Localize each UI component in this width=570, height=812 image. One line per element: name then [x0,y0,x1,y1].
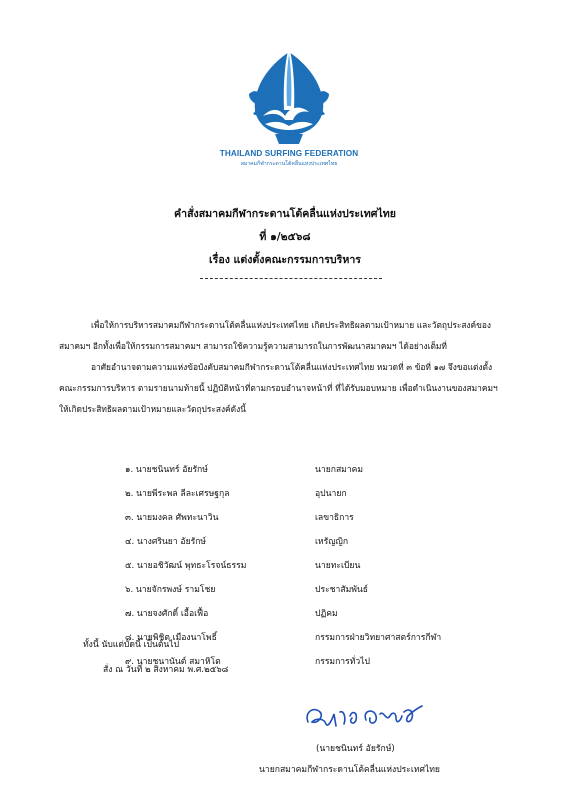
member-position: เลขาธิการ [315,513,354,523]
member-name: ๑. นายชนินทร์ อัยรักษ์ [125,465,208,475]
member-position: เหรัญญิก [315,537,349,547]
member-name: ๒. นายพีระพล ลีละเศรษฐกุล [125,489,230,499]
member-position: นายทะเบียน [315,561,361,571]
member-position: ประชาสัมพันธ์ [315,585,369,595]
body-text: คณะกรรมการบริหาร ตามรายนามท้ายนี้ ปฏิบัติหน้าที่ตามกรอบอำนาจหน้าที่ ที่ได้รับมอบหมาย เพื่อดำเนินงานของสมาคมฯ [59,383,498,393]
member-position: ปฏิคม [315,609,338,619]
member-name: ๖. นายจักรพงษ์ รามโชย [125,585,216,595]
body-text: สมาคมฯ อีกทั้งเพื่อให้กรรมการสมาคมฯ สามารถใช้ความรู้ความสามารถในการพัฒนาสมาคมฯ ได้อย่างเต็มที่ [59,341,447,351]
member-name: ๙. นายชนานันต์ สมาหิโต [125,657,221,667]
logo-org-name-th: สมาคมกีฬากระดานโต้คลื่นแห่งประเทศไทย [240,161,338,167]
order-title: คำสั่งสมาคมกีฬากระดานโต้คลื่นแห่งประเทศไทย [174,208,396,220]
member-name: ๔. นางศรินยา อัยรักษ์ [125,537,207,547]
member-position: กรรมการฝ่ายวิทยาศาสตร์การกีฬา [315,633,442,643]
paragraph-purpose-line1 [91,315,491,336]
member-row [125,606,495,626]
member-name: ๗. นายจงศักดิ์ เอื้อเฟื้อ [125,609,209,619]
order-subject: เรื่อง แต่งตั้งคณะกรรมการบริหาร [209,254,361,266]
effective-date-text: ทั้งนี้ นับแต่บัดนี้ เป็นต้นไป [83,640,180,650]
member-name: ๕. นายอชิวัฒน์ พุทธะโรจน์ธรรม [125,561,247,571]
member-row [125,462,495,482]
paragraph-authority-line3 [59,399,246,420]
paragraph-authority-line1 [91,357,492,378]
member-row [125,558,495,578]
member-name: ๓. นายมงคล ศัพทะนาวิน [125,513,219,523]
handwritten-signature [300,700,430,734]
federation-logo [208,44,370,170]
order-date-text: สั่ง ณ วันที่ ๒ สิงหาคม พ.ศ.๒๕๖๘ [103,665,229,675]
member-row [125,630,495,650]
member-row [125,582,495,602]
member-row [125,510,495,530]
body-text: อาศัยอำนาจตามความแห่งข้อบังคับสมาคมกีฬากระดานโต้คลื่นแห่งประเทศไทย หมวดที่ ๓ ข้อที่ ๑๗ จึงขอแต่งตั้ง [91,362,493,372]
surfboard-wave-emblem-icon [245,44,333,148]
paragraph-purpose-line2 [59,336,447,357]
signatory-title: นายกสมาคมกีฬากระดานโต้คลื่นแห่งประเทศไทย [259,765,440,775]
member-row [125,486,495,506]
heading-divider [200,278,382,279]
member-position: อุปนายก [315,489,347,499]
member-row [125,534,495,554]
logo-org-name-en: THAILAND SURFING FEDERATION [219,149,359,158]
order-number: ที่ ๑/๒๕๖๘ [259,231,311,243]
member-position: นายกสมาคม [315,465,364,475]
body-text: ให้เกิดประสิทธิผลตามเป้าหมายและวัตถุประสงค์ดังนี้ [59,404,246,414]
member-name: ๘. นายพิชิต เมืองนาโพธิ์ [125,633,217,643]
member-position: กรรมการทั่วไป [315,657,371,667]
signatory-name: (นายชนินทร์ อัยรักษ์) [316,744,395,754]
body-text: เพื่อให้การบริหารสมาคมกีฬากระดานโต้คลื่นแห่งประเทศไทย เกิดประสิทธิผลตามเป้าหมาย และวัตถุประสงค์ของ [91,320,491,330]
paragraph-authority-line2 [59,378,498,399]
